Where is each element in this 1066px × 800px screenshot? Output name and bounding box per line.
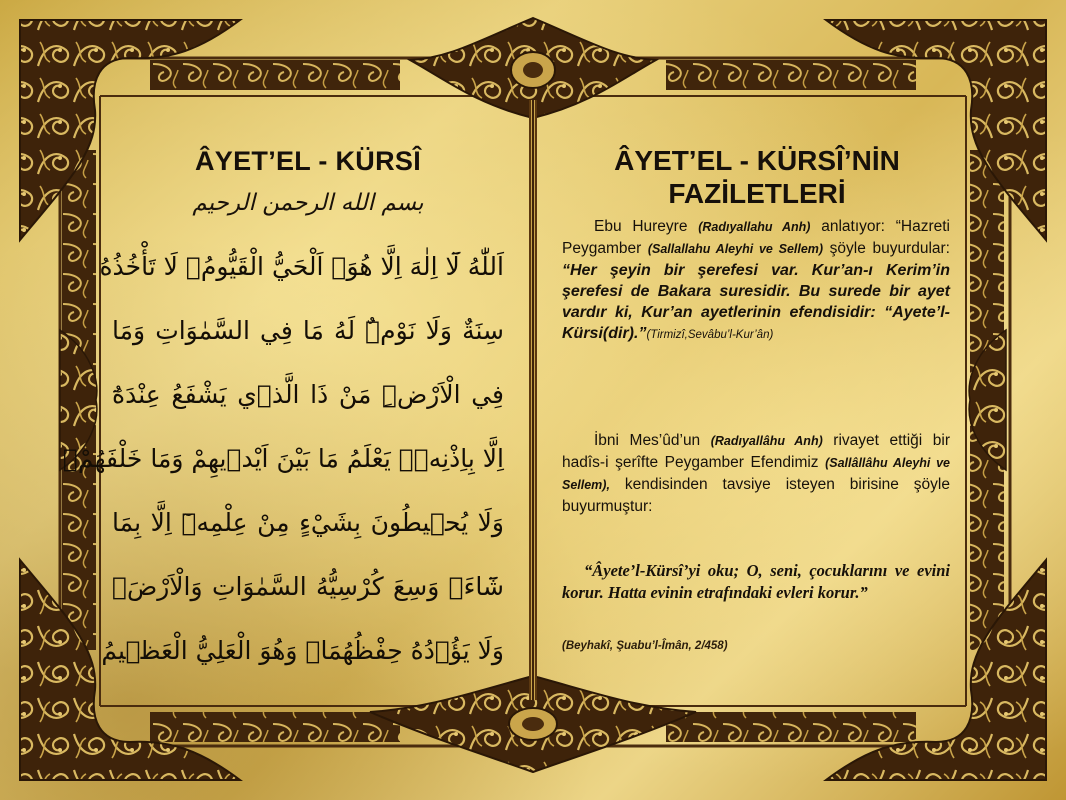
virtues-panel [562,140,952,680]
basmala-calligraphy: بسم الله الرحمن الرحيم [192,190,424,216]
hadith-quote-2: “Âyete’l-Kürsî’yi oku; O, seni, çocuklarını ve evini korur. Hatta evinin etrafındaki evleri korur.” [562,561,950,602]
left-title: ÂYET’EL - KÜRSÎ [194,146,422,176]
right-title-line-2: FAZİLETLERİ [668,178,846,209]
arabic-verse-line: شَٓاءَۚ وَسِعَ كُرْسِيُّهُ السَّمٰوَاتِ وَالْاَرْضَۚ [112,572,504,601]
hadith-paragraph-2 [562,430,950,517]
paragraph-text: kendisinden tavsiye isteyen birisine şöyle buyurmuştur: [562,476,950,515]
right-title-line-1: ÂYET’EL - KÜRSÎ’NİN [614,145,900,176]
arabic-verse-line: اِلَّا بِاِذْنِه۪ۜ يَعْلَمُ مَا بَيْنَ اَيْد۪يهِمْ وَمَا خَلْفَهُمْۚ [62,444,504,473]
paragraph-text: anlatıyor: “Hazreti Peygamber [562,218,950,257]
arabic-verse-line: اَللّٰهُ لَٓا اِلٰهَ اِلَّا هُوَۚ اَلْحَيُّ الْقَيُّومُۚ لَا تَأْخُذُهُ [99,252,504,281]
salawat: (Sallallahu Aleyhi ve Sellem) [647,242,824,256]
hadith-quote: “Her şeyin bir şerefesi var. Kur’an-ı Kerim’in şerefesi de Bakara suresidir. Bu surede bir ayet vardır ki, Kur’an ayetlerinin efendisidir: “Ayete’l-Kürsi(dir).” [562,262,950,342]
hadith-source: (Tirmizî,Sevâbu’l-Kur’ân) [646,329,774,341]
right-title [562,144,952,210]
salawat: (Sallâllâhu Aleyhi ve Sellem), [562,456,951,492]
paragraph-text: şöyle buyurdular: [823,240,950,257]
arabic-verse-line: سِنَةٌ وَلَا نَوْمٌۜ لَهُ مَا فِي السَّمٰوَاتِ وَمَا [112,316,504,345]
narrator-text: Ebu Hureyre [594,218,699,235]
arabic-verse-line: فِي الْاَرْضِۜ مَنْ ذَا الَّذ۪ي يَشْفَعُ عِنْدَهُٓ [112,380,504,409]
arabic-verse-line: وَلَا يُح۪يطُونَ بِشَيْءٍ مِنْ عِلْمِه۪ٓ اِلَّا بِمَا [112,508,504,537]
narrator-text: İbni Mes’ûd’un [594,432,711,449]
ayet-el-kursi-panel [62,140,504,680]
arabic-verse-line: وَلَا يَؤُ۫دُهُ حِفْظُهُمَاۚ وَهُوَ الْعَلِيُّ الْعَظ۪يمُ [101,636,504,665]
hadith-source-2: (Beyhakî, Şuabu’l-Îmân, 2/458) [562,640,728,652]
hadith-paragraph-1 [562,216,950,346]
honorific: (Radıyallahu Anh) [698,220,811,234]
paragraph-text: rivayet ettiği bir hadîs-i şerîfte Peygamber Efendimiz [562,432,950,471]
center-divider [527,100,539,700]
honorific: (Radıyallâhu Anh) [710,434,823,448]
